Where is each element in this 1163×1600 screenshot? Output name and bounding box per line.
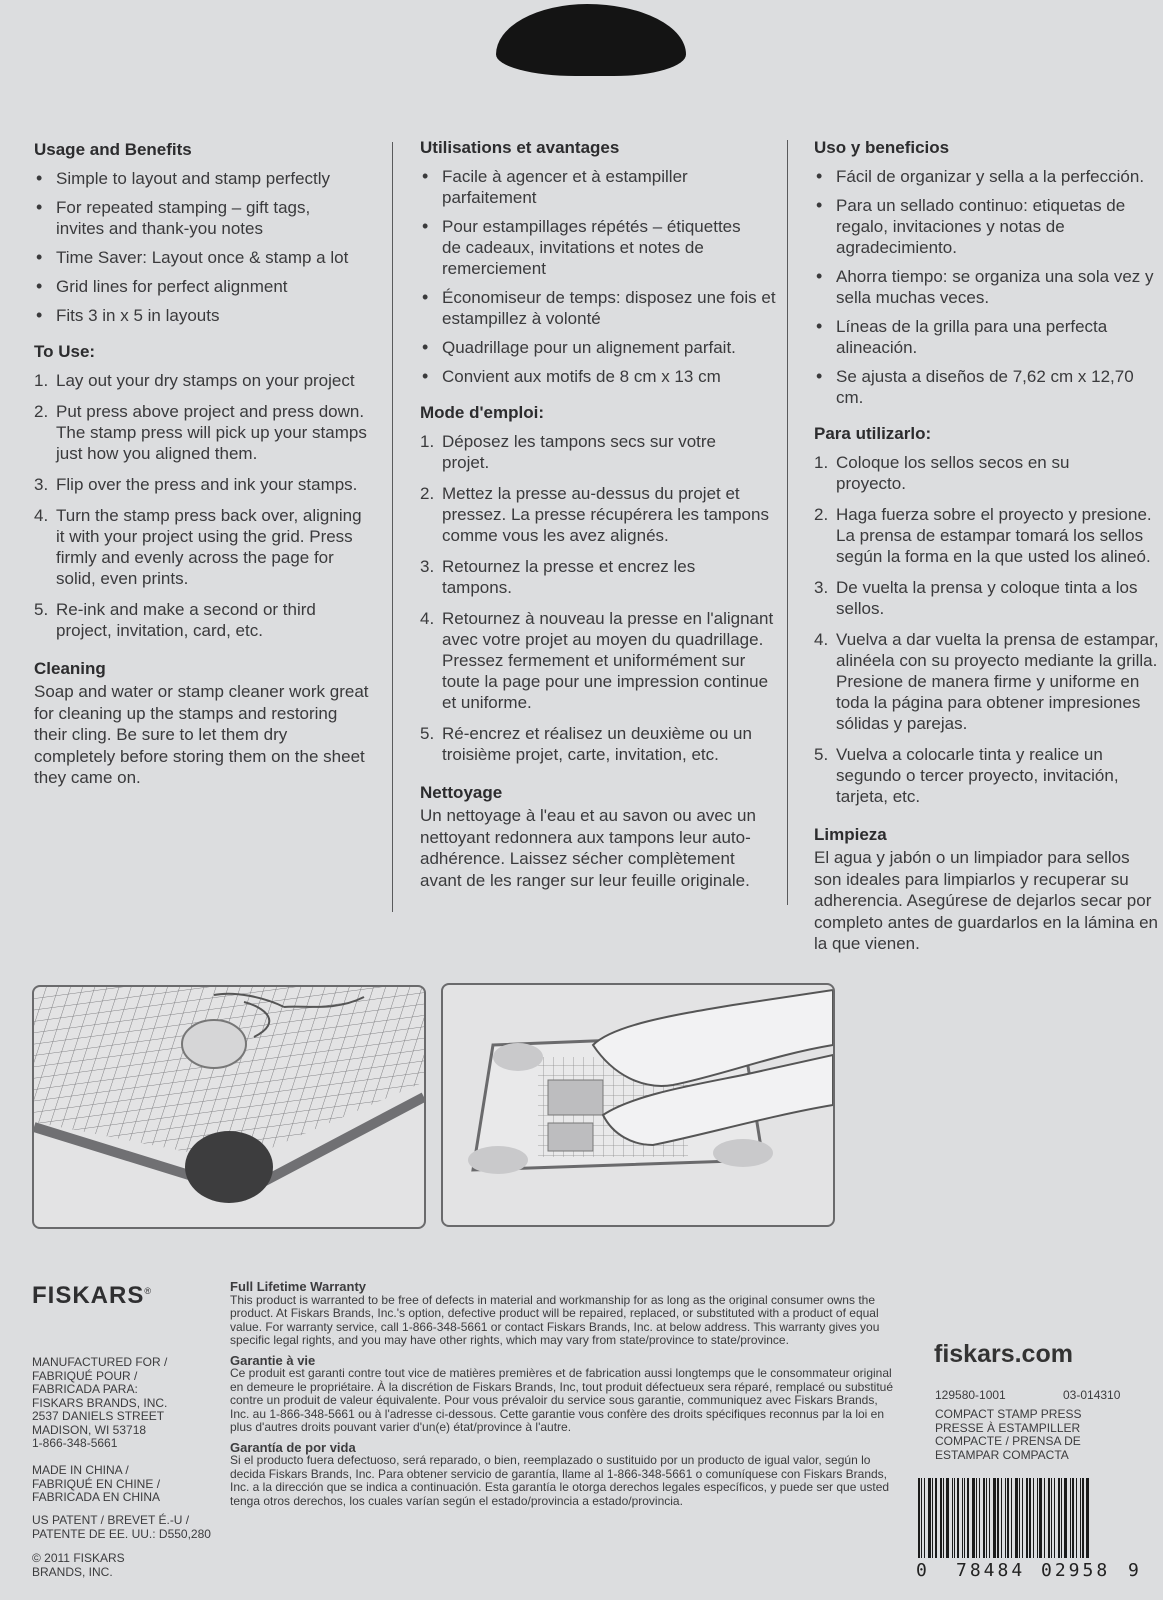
list-item: • Quadrillage pour un alignement parfait. bbox=[420, 337, 780, 358]
list-item: • Convient aux motifs de 8 cm x 13 cm bbox=[420, 366, 780, 387]
list-item: • Time Saver: Layout once & stamp a lot bbox=[34, 247, 386, 268]
barcode-bar bbox=[997, 1478, 999, 1558]
barcode-bar bbox=[1048, 1478, 1050, 1558]
french-cleaning-text: Un nettoyage à l'eau et au savon ou avec un nettoyant redonnera aux tampons leur auto-adhérence. Laissez sécher complètement avant de les ranger sur leur feuille originale. bbox=[420, 806, 756, 890]
french-usage-title: Utilisations et avantages bbox=[420, 138, 620, 157]
french-touse-title: Mode d'emploi: bbox=[420, 403, 544, 422]
hands-pressing-drawing bbox=[443, 985, 833, 1225]
column-divider bbox=[787, 140, 788, 905]
barcode-bar bbox=[989, 1478, 990, 1558]
english-cleaning-text: Soap and water or stamp cleaner work great for cleaning up the stamps and restoring their cling. Be sure to let them dry completely before storing them on the sheet they came on. bbox=[34, 682, 369, 787]
barcode-bar bbox=[1011, 1478, 1012, 1558]
stamp-press-illustration-right bbox=[441, 983, 835, 1227]
patent-info: US PATENT / BREVET É.-U / PATENTE DE EE. UU.: D550,280 bbox=[32, 1513, 211, 1541]
english-steps-list bbox=[34, 370, 386, 641]
spanish-cleaning-text: El agua y jabón o un limpiador para sellos son ideales para limpiarlos y recuperar su adherencia. Asegúrese de dejarlos secar por completo antes de guardarlos en la lámina en la que vienen. bbox=[814, 848, 1158, 953]
sku: 129580-1001 bbox=[935, 1388, 1006, 1402]
list-item: • Pour estampillages répétés – étiquettes de cadeaux, invitations et notes de remerciement bbox=[420, 216, 762, 279]
spanish-cleaning-title: Limpieza bbox=[814, 825, 887, 844]
barcode-bar bbox=[924, 1478, 925, 1558]
stamp-press-illustration-left bbox=[32, 985, 426, 1229]
manufacturer-address: MANUFACTURED FOR / FABRIQUÉ POUR / FABRICADA PARA: FISKARS BRANDS, INC. 2537 DANIELS STREET MADISON, WI 53718 1-866-348-5661 bbox=[32, 1355, 168, 1450]
barcode-bar bbox=[943, 1478, 944, 1558]
barcode-bar bbox=[932, 1478, 933, 1558]
barcode-bar bbox=[1007, 1478, 1009, 1558]
list-item: 2. Mettez la presse au-dessus du projet et pressez. La presse récupérera les tampons comme vous les avez alignés. bbox=[420, 484, 769, 545]
barcode-bar bbox=[1086, 1478, 1089, 1558]
list-item: • Économiseur de temps: disposez une fois et estampillez à volonté bbox=[420, 287, 780, 329]
barcode-bar bbox=[1054, 1478, 1055, 1558]
barcode-bar bbox=[1070, 1478, 1071, 1558]
list-item: 5. Re-ink and make a second or third project, invitation, card, etc. bbox=[34, 600, 316, 640]
list-item: 1. Lay out your dry stamps on your project bbox=[34, 371, 355, 390]
list-item: 3. Flip over the press and ink your stamps. bbox=[34, 475, 358, 494]
barcode-bar bbox=[928, 1478, 931, 1558]
list-item: 2. Haga fuerza sobre el proyecto y presione. La prensa de estampar tomará los sellos según la forma en la que usted los alineó. bbox=[814, 505, 1152, 566]
spanish-benefits-list bbox=[814, 166, 1163, 408]
product-codes bbox=[935, 1389, 1145, 1403]
barcode-bar bbox=[1037, 1478, 1038, 1558]
list-item: • Simple to layout and stamp perfectly bbox=[34, 168, 386, 189]
barcode-bar bbox=[957, 1478, 959, 1558]
list-item: 4. Turn the stamp press back over, aligning it with your project using the grid. Press firmly and evenly across the page for solid, even prints. bbox=[34, 506, 362, 588]
product-code: 03-014310 bbox=[1063, 1388, 1121, 1402]
list-item: • Se ajusta a diseños de 7,62 cm x 12,70 cm. bbox=[814, 366, 1163, 408]
warranty-es-text: Si el producto fuera defectuoso, será reparado, o bien, reemplazado o sustituido por un producto de igual valor, según lo decida Fiskars Brands, Inc. Para obtener servicio de garantía, llame al 1-866-348-5661 o comuníquese con Fiskars Brands, Inc. a la dirección que se indica a continuación. Esta garantía le otorga derechos legales específicos, y puede ser que usted tenga otros derechos, los cuales varían según el estado/provincia a estado/provincia. bbox=[230, 1453, 890, 1508]
product-name: COMPACT STAMP PRESS PRESSE À ESTAMPILLER COMPACTE / PRENSA DE ESTAMPAR COMPACTA bbox=[935, 1407, 1082, 1462]
list-item: 4. Retournez à nouveau la presse en l'alignant avec votre projet au moyen du quadrillage. Pressez fermement et uniformément sur toute la page pour une impression continue et uniforme. bbox=[420, 609, 774, 712]
barcode-bar bbox=[1051, 1478, 1052, 1558]
barcode-bar bbox=[918, 1478, 920, 1558]
barcode-bar bbox=[986, 1478, 987, 1558]
barcode-bar bbox=[972, 1478, 975, 1558]
warranty-en-text: This product is warranted to be free of defects in material and workmanship for as long as the original consumer owns the product. At Fiskars Brands, Inc.'s option, defective product will be repaired, replaced, or substituted with a product of equal value. For warranty service, call 1-866-348-5661 or contact Fiskars Brands, Inc. at below address. This warranty gives you specific legal rights, and you may have other rights, which may vary from state/province to state/province. bbox=[230, 1292, 880, 1347]
barcode-bar bbox=[1082, 1478, 1084, 1558]
list-item: 1. Coloque los sellos secos en su proyecto. bbox=[814, 453, 1070, 493]
spanish-touse-title: Para utilizarlo: bbox=[814, 424, 932, 443]
barcode-bar bbox=[983, 1478, 985, 1558]
spanish-usage-title: Uso y beneficios bbox=[814, 138, 950, 157]
spanish-steps-list bbox=[814, 452, 1163, 807]
list-item: • Para un sellado continuo: etiquetas de regalo, invitaciones y notas de agradecimiento. bbox=[814, 195, 1163, 258]
barcode-bar bbox=[1072, 1478, 1074, 1558]
list-item: • Ahorra tiempo: se organiza una sola vez y sella muchas veces. bbox=[814, 266, 1163, 308]
warranty-es-title: Garantía de por vida bbox=[230, 1439, 356, 1455]
barcode bbox=[918, 1478, 1116, 1558]
barcode-bar bbox=[1001, 1478, 1002, 1558]
barcode-bar bbox=[964, 1478, 965, 1558]
list-item: • Fits 3 in x 5 in layouts bbox=[34, 305, 386, 326]
warranty-fr-text: Ce produit est garanti contre tout vice de matières premières et de fabrication aussi longtemps que le consommateur original en demeure le propriétaire. À la discrétion de Fiskars Brands, Inc, tout produit défectueux sera réparé, remplacé ou substitué contre un produit de valeur équivalente. Pour vous prévaloir du service sous garantie, communiquez avec Fiskars Brands, Inc. au 1-866-348-5661 ou à l'adresse ci-dessous. Cette garantie vous confère des droits spécifiques reconnus par la loi en plus d'autres droits pouvant varier d'un(e) état/province à l'autre. bbox=[230, 1366, 894, 1434]
english-cleaning-title: Cleaning bbox=[34, 659, 106, 678]
barcode-bar bbox=[921, 1478, 922, 1558]
warranty-en-title: Full Lifetime Warranty bbox=[230, 1279, 367, 1294]
barcode-bar bbox=[1058, 1478, 1060, 1558]
list-item: 5. Ré-encrez et réalisez un deuxième ou un troisième projet, carte, invitation, etc. bbox=[420, 724, 752, 764]
barcode-bar bbox=[1080, 1478, 1081, 1558]
barcode-bar bbox=[1044, 1478, 1045, 1558]
barcode-bar bbox=[1019, 1478, 1020, 1558]
english-usage-title: Usage and Benefits bbox=[34, 140, 192, 159]
french-steps-list bbox=[420, 431, 780, 765]
barcode-bar bbox=[1039, 1478, 1042, 1558]
barcode-bar bbox=[1005, 1478, 1006, 1558]
french-column bbox=[420, 138, 780, 891]
hang-hole bbox=[496, 4, 686, 76]
barcode-bar bbox=[954, 1478, 955, 1558]
barcode-bar bbox=[935, 1478, 937, 1558]
barcode-bar bbox=[1064, 1478, 1067, 1558]
barcode-bar bbox=[940, 1478, 942, 1558]
barcode-bar bbox=[967, 1478, 969, 1558]
list-item: • Fácil de organizar y sella a la perfección. bbox=[814, 166, 1163, 187]
list-item: 5. Vuelva a colocarle tinta y realice un segundo o tercer proyecto, invitación, tarjeta, etc. bbox=[814, 745, 1119, 806]
made-in: MADE IN CHINA / FABRIQUÉ EN CHINE / FABRICADA EN CHINA bbox=[32, 1463, 161, 1504]
barcode-bar bbox=[976, 1478, 977, 1558]
barcode-bar bbox=[1076, 1478, 1077, 1558]
stamp-press-drawing bbox=[34, 987, 424, 1227]
barcode-bar bbox=[1029, 1478, 1031, 1558]
barcode-bar bbox=[946, 1478, 949, 1558]
barcode-bar bbox=[962, 1478, 963, 1558]
english-touse-title: To Use: bbox=[34, 342, 96, 361]
barcode-bar bbox=[1022, 1478, 1023, 1558]
fiskars-logo: FISKARS® bbox=[32, 1282, 152, 1309]
barcode-bar bbox=[1026, 1478, 1028, 1558]
copyright: © 2011 FISKARS BRANDS, INC. bbox=[32, 1551, 125, 1579]
list-item: • Líneas de la grilla para una perfecta alineación. bbox=[814, 316, 1156, 358]
spanish-column bbox=[814, 138, 1163, 955]
warranty-block bbox=[230, 1280, 900, 1508]
barcode-bar bbox=[979, 1478, 980, 1558]
list-item: 4. Vuelva a dar vuelta la prensa de estampar, alinéela con su proyecto mediante la grilla. Presione de manera firme y uniforme en toda la página para obtener impresiones sólidas y parejas. bbox=[814, 630, 1159, 733]
list-item: • Grid lines for perfect alignment bbox=[34, 276, 386, 297]
barcode-bar bbox=[952, 1478, 953, 1558]
french-benefits-list bbox=[420, 166, 780, 387]
barcode-bar bbox=[1033, 1478, 1034, 1558]
website: fiskars.com bbox=[934, 1340, 1073, 1368]
list-item: 3. De vuelta la prensa y coloque tinta a los sellos. bbox=[814, 578, 1138, 618]
list-item: 3. Retournez la presse et encrez les tampons. bbox=[420, 557, 696, 597]
list-item: • Facile à agencer et à estampiller parfaitement bbox=[420, 166, 717, 208]
barcode-bar bbox=[1015, 1478, 1018, 1558]
barcode-bar bbox=[1061, 1478, 1062, 1558]
barcode-bar bbox=[993, 1478, 996, 1558]
list-item: • For repeated stamping – gift tags, invites and thank-you notes bbox=[34, 197, 346, 239]
list-item: 1. Déposez les tampons secs sur votre projet. bbox=[420, 432, 717, 472]
english-column bbox=[34, 138, 386, 789]
warranty-fr-title: Garantie à vie bbox=[230, 1352, 316, 1368]
list-item: 2. Put press above project and press down. The stamp press will pick up your stamps just how you aligned them. bbox=[34, 402, 367, 463]
french-cleaning-title: Nettoyage bbox=[420, 783, 503, 802]
english-benefits-list bbox=[34, 168, 386, 326]
column-divider bbox=[392, 142, 393, 912]
